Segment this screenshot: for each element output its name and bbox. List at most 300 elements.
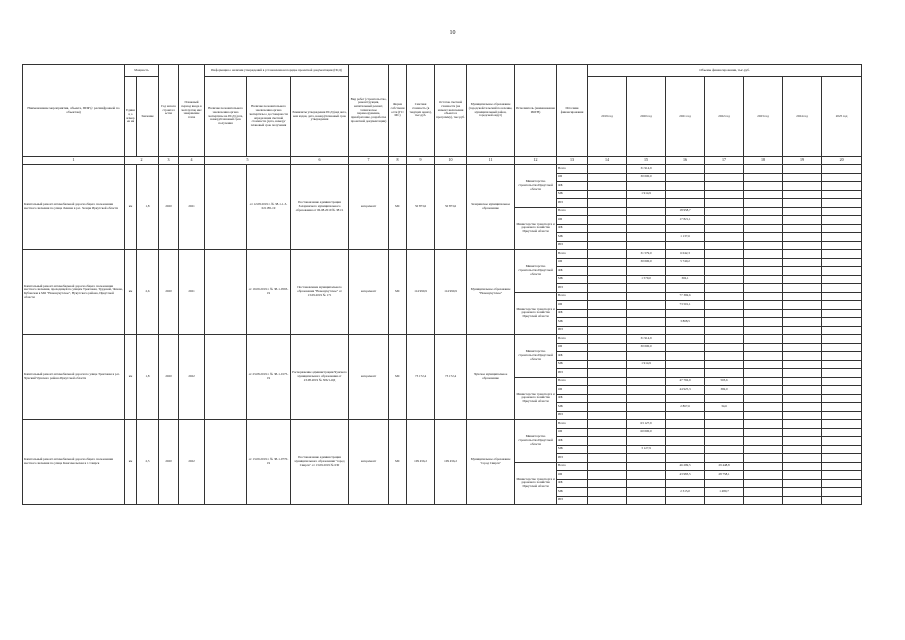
object-unit: км — [125, 165, 137, 250]
funding-value — [705, 284, 744, 293]
funding-value — [588, 284, 627, 293]
funding-source: ИИ — [557, 241, 588, 250]
funding-value — [822, 343, 862, 352]
funding-value — [666, 224, 705, 233]
funding-value — [822, 190, 862, 199]
column-number: 1 — [23, 157, 125, 165]
funding-value — [744, 182, 783, 191]
funding-source: МБ — [557, 488, 588, 497]
funding-value — [744, 394, 783, 403]
funding-value: 1 137,6 — [666, 233, 705, 242]
funding-value — [705, 190, 744, 199]
column-number: 17 — [705, 157, 744, 165]
funding-value — [627, 233, 666, 242]
funding-value — [822, 479, 862, 488]
funding-value: 30 000,0 — [627, 343, 666, 352]
funding-value — [705, 343, 744, 352]
funding-value — [783, 420, 822, 429]
funding-value — [588, 233, 627, 242]
object-remaining: 50 873,6 — [435, 165, 467, 250]
funding-value — [744, 386, 783, 395]
object-remaining: 73 172,4 — [435, 335, 467, 420]
funding-value — [705, 199, 744, 208]
funding-value — [783, 233, 822, 242]
object-executor: Министерство строительства Иркутской области — [515, 165, 557, 208]
column-number: 6 — [291, 157, 349, 165]
funding-value — [705, 165, 744, 174]
funding-value — [744, 445, 783, 454]
funding-value — [744, 352, 783, 361]
funding-value — [744, 241, 783, 250]
funding-value — [744, 190, 783, 199]
funding-source: ОБ — [557, 386, 588, 395]
funding-value: 18 958,7 — [666, 207, 705, 216]
funding-value: 30 000,0 — [627, 173, 666, 182]
funding-value: 28 758,1 — [705, 471, 744, 480]
funding-source: ФБ — [557, 437, 588, 446]
object-approval: Постановление администрации Заларинского муниципального образования от 06.08.2019 № 381/1 — [291, 165, 349, 250]
object-work-type: кап.ремонт — [349, 420, 389, 505]
funding-value — [588, 479, 627, 488]
funding-value — [783, 275, 822, 284]
object-executor: Министерство транспорта и дорожного хозяйства Иркутской области — [515, 462, 557, 505]
object-value: 2,6 — [137, 250, 159, 335]
funding-value: 77 369,6 — [666, 292, 705, 301]
funding-source: Всего — [557, 292, 588, 301]
funding-value — [783, 267, 822, 276]
funding-value — [822, 216, 862, 225]
funding-value — [744, 284, 783, 293]
funding-value — [705, 445, 744, 454]
object-approval: Постановление администрации муниципального образования "город Свирск" от 13.09.2019 № 630 — [291, 420, 349, 505]
funding-value — [783, 360, 822, 369]
funding-value — [744, 173, 783, 182]
funding-value — [627, 292, 666, 301]
funding-value — [588, 462, 627, 471]
funding-source: ФБ — [557, 352, 588, 361]
funding-value — [705, 335, 744, 344]
funding-source: Всего — [557, 165, 588, 174]
funding-value — [783, 369, 822, 378]
header-value: Значение — [137, 77, 159, 157]
column-number: 3 — [159, 157, 179, 165]
funding-value — [705, 207, 744, 216]
funding-value — [666, 437, 705, 446]
header-year: 2019 год — [588, 77, 627, 157]
header-year: 2025 год — [822, 77, 862, 157]
funding-value — [822, 224, 862, 233]
funding-value — [783, 403, 822, 412]
funding-value — [705, 369, 744, 378]
funding-value — [627, 369, 666, 378]
funding-value — [744, 360, 783, 369]
funding-value — [822, 403, 862, 412]
funding-source: Всего — [557, 250, 588, 259]
funding-value — [666, 241, 705, 250]
header-year: 2020 год — [627, 77, 666, 157]
funding-source: Всего — [557, 335, 588, 344]
funding-value — [822, 309, 862, 318]
funding-source: МБ — [557, 190, 588, 199]
funding-value — [744, 309, 783, 318]
column-number: 4 — [179, 157, 205, 165]
funding-value — [783, 250, 822, 259]
object-estimate: от 12.08.2019 г. № 38-1-1-3-021185-19 — [247, 165, 291, 250]
funding-value: 43 983,5 — [666, 471, 705, 480]
funding-value — [822, 420, 862, 429]
funding-source: ФБ — [557, 224, 588, 233]
column-number: 19 — [783, 157, 822, 165]
funding-value — [783, 462, 822, 471]
funding-value: 3 868,5 — [666, 318, 705, 327]
object-estimate: от 23.08.2019 г. № 38-1-0175-19 — [247, 335, 291, 420]
object-ownership: МС — [389, 335, 407, 420]
funding-value — [588, 190, 627, 199]
funding-source: ОБ — [557, 301, 588, 310]
funding-value — [822, 437, 862, 446]
funding-value — [627, 216, 666, 225]
funding-value — [705, 437, 744, 446]
funding-value — [744, 462, 783, 471]
funding-value — [588, 394, 627, 403]
header-approval: Реквизиты утверждения ПСД (вид акта, кем издан, дата, номер)/плановый срок утверждения — [291, 77, 349, 157]
funding-value — [705, 301, 744, 310]
funding-value — [705, 173, 744, 182]
object-executor: Министерство строительства Иркутской области — [515, 250, 557, 293]
header-year: 2021 год — [666, 77, 705, 157]
funding-value — [744, 267, 783, 276]
funding-value — [627, 199, 666, 208]
funding-value — [783, 445, 822, 454]
funding-value: 60 000,0 — [627, 428, 666, 437]
funding-value — [783, 479, 822, 488]
object-estimate: от 19.09.2019 г. № 38-1-0593-19 — [247, 250, 291, 335]
funding-value — [744, 488, 783, 497]
funding-value: 2 315,0 — [666, 488, 705, 497]
header-ownership: Форма собственности (ГС/МС) — [389, 65, 407, 157]
funding-value: 6 042,3 — [666, 250, 705, 259]
funding-value — [666, 199, 705, 208]
object-approval: Постановление муниципального образования "Новонукутское" от 13.09.2019 № 171 — [291, 250, 349, 335]
funding-value — [588, 377, 627, 386]
object-name: Капитальный ремонт автомобильной дороги общего пользования местного значения по улице Комсомольская в г. Свирск — [23, 420, 125, 505]
funding-value — [705, 233, 744, 242]
funding-value — [822, 445, 862, 454]
funding-value — [627, 182, 666, 191]
header-end-year: Плановый период ввода в эксплуатац ию/завершение этапа — [179, 65, 205, 157]
object-ownership: МС — [389, 165, 407, 250]
column-number: 10 — [435, 157, 467, 165]
column-number: 5 — [205, 157, 291, 165]
object-remaining: 114 990,9 — [435, 250, 467, 335]
funding-value — [744, 292, 783, 301]
funding-value — [588, 309, 627, 318]
funding-value — [705, 360, 744, 369]
funding-value — [822, 326, 862, 335]
funding-value — [744, 216, 783, 225]
object-end-year: 2021 — [179, 165, 205, 250]
funding-value — [627, 386, 666, 395]
funding-source: ФБ — [557, 309, 588, 318]
funding-value — [666, 173, 705, 182]
funding-value: 1 579,0 — [627, 275, 666, 284]
funding-value — [744, 377, 783, 386]
funding-value: 63 127,9 — [627, 420, 666, 429]
funding-value — [705, 326, 744, 335]
funding-value — [783, 335, 822, 344]
funding-value — [588, 343, 627, 352]
funding-source: МБ — [557, 318, 588, 327]
funding-value — [744, 369, 783, 378]
funding-value — [666, 360, 705, 369]
funding-value — [666, 411, 705, 420]
funding-value — [822, 496, 862, 505]
funding-value — [744, 165, 783, 174]
funding-value — [822, 267, 862, 276]
object-executor: Министерство транспорта и дорожного хозяйства Иркутской области — [515, 292, 557, 335]
table-row — [23, 165, 862, 174]
funding-value — [627, 241, 666, 250]
funding-value — [783, 471, 822, 480]
object-work-type: кап.ремонт — [349, 250, 389, 335]
funding-value — [744, 428, 783, 437]
funding-value — [744, 403, 783, 412]
funding-source: ФБ — [557, 182, 588, 191]
funding-value: 1 914,9 — [627, 360, 666, 369]
object-executor: Министерство строительства Иркутской области — [515, 420, 557, 463]
funding-value — [705, 479, 744, 488]
funding-value — [783, 165, 822, 174]
funding-value — [822, 301, 862, 310]
funding-value — [783, 496, 822, 505]
funding-value: 34,6 — [705, 403, 744, 412]
funding-source: ИИ — [557, 454, 588, 463]
column-numbers-row — [23, 157, 862, 165]
object-start-year: 2020 — [159, 420, 179, 505]
funding-value — [666, 284, 705, 293]
funding-value — [588, 275, 627, 284]
object-start-year: 2020 — [159, 165, 179, 250]
funding-value — [705, 250, 744, 259]
header-work-type: Вид работ (строительство, реконструкция, капитальный ремонт, техническое перевооружение, приобретение, разработка проектной документации) — [349, 65, 389, 157]
funding-value — [627, 224, 666, 233]
funding-value — [783, 343, 822, 352]
funding-value — [822, 292, 862, 301]
funding-source: ИИ — [557, 326, 588, 335]
funding-value — [783, 199, 822, 208]
funding-value — [588, 250, 627, 259]
funding-value — [627, 437, 666, 446]
funding-value — [627, 377, 666, 386]
table-row — [23, 250, 862, 259]
funding-value — [744, 420, 783, 429]
object-name: Капитальный ремонт автомобильной дороги по улице Трактовая в р.п. Чунский Чунского района Иркутской области — [23, 335, 125, 420]
funding-value — [783, 428, 822, 437]
funding-value — [705, 496, 744, 505]
header-municipality: Муниципальное образование (городской/сельский поселение, муниципальный район, городской округ) — [467, 65, 515, 157]
header-executor: Исполнитель (наименование ИОГВ) — [515, 65, 557, 157]
funding-value — [822, 182, 862, 191]
object-start-year: 2020 — [159, 250, 179, 335]
funding-value — [588, 428, 627, 437]
funding-value — [588, 301, 627, 310]
funding-value: 17 821,1 — [666, 216, 705, 225]
object-municipality: Муниципальное образование "город Свирск" — [467, 420, 515, 505]
funding-value — [783, 216, 822, 225]
object-cost: 73 172,4 — [407, 335, 435, 420]
funding-value — [705, 454, 744, 463]
funding-value — [822, 207, 862, 216]
funding-value — [588, 258, 627, 267]
object-work-type: кап.ремонт — [349, 165, 389, 250]
funding-value — [705, 216, 744, 225]
funding-value — [822, 318, 862, 327]
funding-value: 5 740,2 — [666, 258, 705, 267]
funding-value — [744, 233, 783, 242]
object-end-year: 2022 — [179, 335, 205, 420]
funding-value — [783, 488, 822, 497]
object-ownership: МС — [389, 250, 407, 335]
object-remaining: 109 456,2 — [435, 420, 467, 505]
object-value: 1,8 — [137, 165, 159, 250]
funding-source: ИИ — [557, 411, 588, 420]
funding-value — [666, 182, 705, 191]
funding-value: 302,1 — [666, 275, 705, 284]
funding-value — [588, 437, 627, 446]
page-number: 10 — [449, 30, 456, 36]
funding-value — [627, 352, 666, 361]
funding-value — [783, 258, 822, 267]
funding-value — [666, 267, 705, 276]
column-number: 2 — [125, 157, 159, 165]
funding-value — [705, 292, 744, 301]
funding-value — [588, 445, 627, 454]
funding-value — [705, 318, 744, 327]
object-start-year: 2020 — [159, 335, 179, 420]
funding-value — [588, 224, 627, 233]
object-unit: км — [125, 250, 137, 335]
header-year: 2024 год — [783, 77, 822, 157]
funding-value — [822, 462, 862, 471]
funding-value — [705, 420, 744, 429]
funding-value — [822, 394, 862, 403]
funding-value — [627, 284, 666, 293]
funding-value — [627, 309, 666, 318]
funding-value — [822, 165, 862, 174]
funding-value: 31 914,9 — [627, 335, 666, 344]
funding-value — [705, 275, 744, 284]
funding-value: 31 579,0 — [627, 250, 666, 259]
funding-source: МБ — [557, 403, 588, 412]
object-approval: Распоряжение администрации Чунского муниципального образования от 23.08.2019 № 306/1-ОД — [291, 335, 349, 420]
funding-value — [744, 479, 783, 488]
funding-value: 73 501,1 — [666, 301, 705, 310]
header-source: Источник финансирования — [557, 65, 588, 157]
funding-value — [705, 428, 744, 437]
funding-source: Всего — [557, 462, 588, 471]
funding-value: 1 480,7 — [705, 488, 744, 497]
funding-source: ИИ — [557, 496, 588, 505]
object-municipality: Муниципальное образование "Новонукутское" — [467, 250, 515, 335]
funding-value — [783, 224, 822, 233]
object-value: 1,8 — [137, 335, 159, 420]
header-funding: Объемы финансирования, тыс.руб. — [588, 65, 862, 77]
object-cost: 109 456,2 — [407, 420, 435, 505]
funding-value — [627, 318, 666, 327]
funding-source: ОБ — [557, 428, 588, 437]
funding-source: ОБ — [557, 471, 588, 480]
funding-source: МБ — [557, 445, 588, 454]
funding-value — [627, 496, 666, 505]
funding-value — [822, 335, 862, 344]
funding-value — [744, 258, 783, 267]
funding-value — [666, 479, 705, 488]
object-expertise — [205, 250, 247, 335]
object-name: Капитальный ремонт автомобильной дороги общего пользования местного значения, проходящей по улицам Трактовая, Трудовой, Чехова, Кубанская в МО "Новонукутское", Нукутского района, Иркутской области — [23, 250, 125, 335]
funding-value — [783, 437, 822, 446]
header-year: 2022 год — [705, 77, 744, 157]
funding-value: 47 792,9 — [666, 377, 705, 386]
funding-value — [627, 471, 666, 480]
funding-value — [744, 496, 783, 505]
funding-value — [744, 411, 783, 420]
funding-value — [783, 182, 822, 191]
funding-value — [705, 411, 744, 420]
header-cost: Сметная стоимость (в текущих ценах), тыс.руб. — [407, 65, 435, 157]
column-number: 18 — [744, 157, 783, 165]
funding-source: ФБ — [557, 479, 588, 488]
funding-value — [705, 224, 744, 233]
funding-value — [666, 394, 705, 403]
funding-value — [588, 199, 627, 208]
funding-value — [627, 462, 666, 471]
object-municipality: Чунское муниципальное образование — [467, 335, 515, 420]
funding-value — [783, 292, 822, 301]
funding-source: ИИ — [557, 369, 588, 378]
object-executor: Министерство транспорта и дорожного хозяйства Иркутской области — [515, 207, 557, 250]
funding-value — [588, 267, 627, 276]
funding-value — [666, 335, 705, 344]
funding-value — [588, 369, 627, 378]
funding-value — [588, 411, 627, 420]
object-cost: 50 873,6 — [407, 165, 435, 250]
column-number: 11 — [467, 157, 515, 165]
object-expertise — [205, 420, 247, 505]
funding-value — [822, 250, 862, 259]
funding-value — [744, 343, 783, 352]
funding-value — [666, 326, 705, 335]
funding-value — [744, 318, 783, 327]
funding-value — [822, 258, 862, 267]
object-expertise — [205, 335, 247, 420]
object-end-year: 2021 — [179, 250, 205, 335]
funding-value — [627, 403, 666, 412]
funding-source: ФБ — [557, 267, 588, 276]
funding-source: ОБ — [557, 343, 588, 352]
header-year: 2023 год — [744, 77, 783, 157]
funding-value — [783, 207, 822, 216]
funding-value — [588, 182, 627, 191]
funding-value — [588, 165, 627, 174]
funding-value — [744, 275, 783, 284]
funding-value — [588, 318, 627, 327]
funding-value — [783, 318, 822, 327]
funding-value — [588, 335, 627, 344]
funding-value — [783, 411, 822, 420]
funding-value — [666, 352, 705, 361]
funding-value: 46 299,5 — [666, 462, 705, 471]
funding-value — [666, 309, 705, 318]
